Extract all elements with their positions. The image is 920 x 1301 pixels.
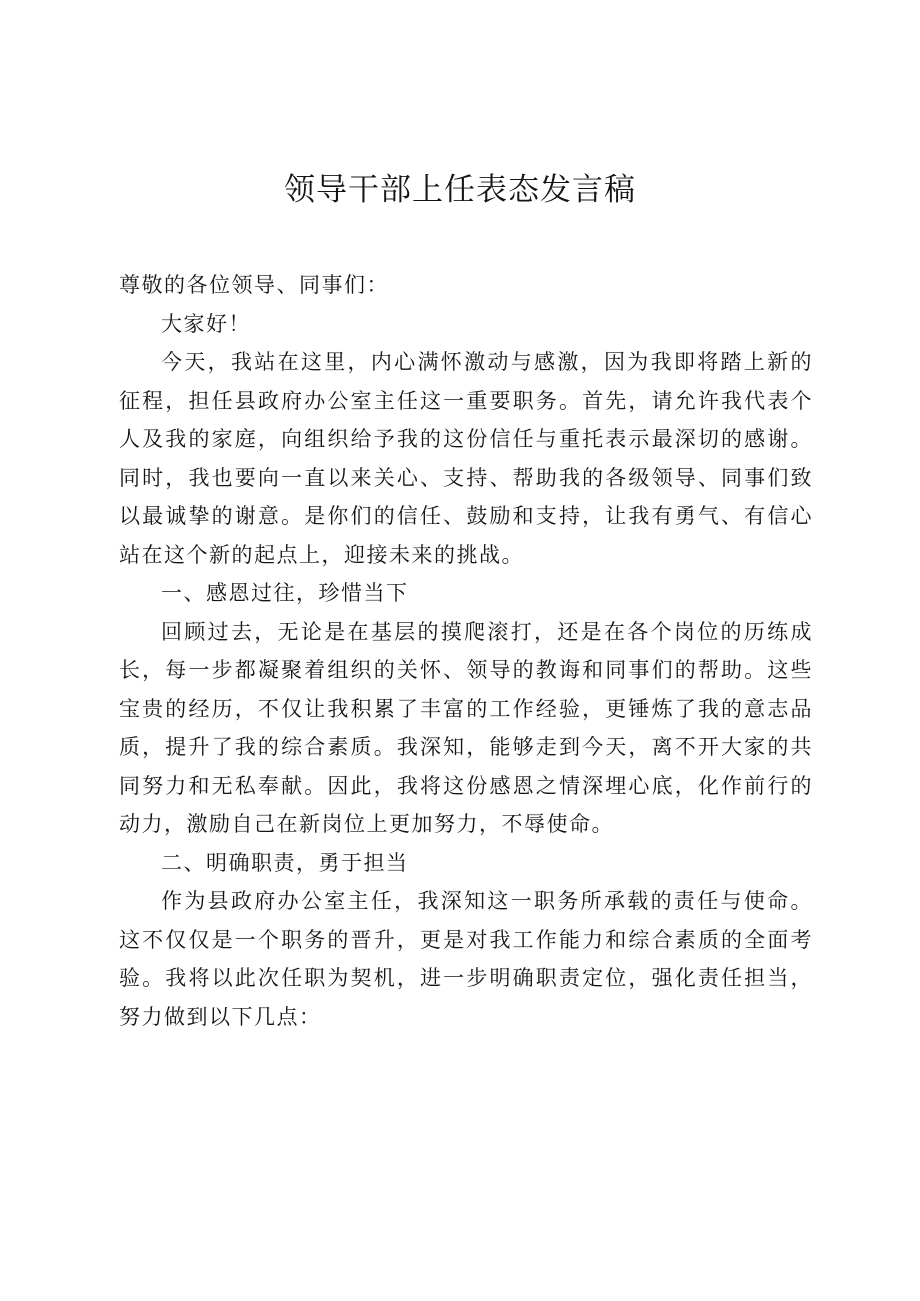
section-1-paragraph: 回顾过去，无论是在基层的摸爬滚打，还是在各个岗位的历练成长，每一步都凝聚着组织的关怀、领导的教诲和同事们的帮助。这些宝贵的经历，不仅让我积累了丰富的工作经验，更锤炼了我的意志品质，提升了我的综合素质。我深知，能够走到今天，离不开大家的共同努力和无私奉献。因此，我将这份感恩之情深埋心底，化作前行的动力，激励自己在新岗位上更加努力，不辱使命。 <box>119 619 813 836</box>
salutation: 尊敬的各位领导、同事们： <box>119 273 389 297</box>
document-title: 领导干部上任表态发言稿 <box>284 172 636 208</box>
section-2-paragraph: 作为县政府办公室主任，我深知这一职务所承载的责任与使命。这不仅仅是一个职务的晋升，更是对我工作能力和综合素质的全面考验。我将以此次任职为契机，进一步明确职责定位，强化责任担当，努力做到以下几点： <box>119 889 813 1029</box>
document-body <box>119 266 813 1036</box>
section-heading-2: 二、明确职责，勇于担当 <box>161 850 409 875</box>
intro-paragraph: 今天，我站在这里，内心满怀激动与感激，因为我即将踏上新的征程，担任县政府办公室主任这一重要职务。首先，请允许我代表个人及我的家庭，向组织给予我的这份信任与重托表示最深切的感谢。同时，我也要向一直以来关心、支持、帮助我的各级领导、同事们致以最诚挚的谢意。是你们的信任、鼓励和支持，让我有勇气、有信心站在这个新的起点上，迎接未来的挑战。 <box>119 350 813 567</box>
section-heading-1: 一、感恩过往，珍惜当下 <box>161 581 409 605</box>
greeting: 大家好！ <box>161 311 251 336</box>
